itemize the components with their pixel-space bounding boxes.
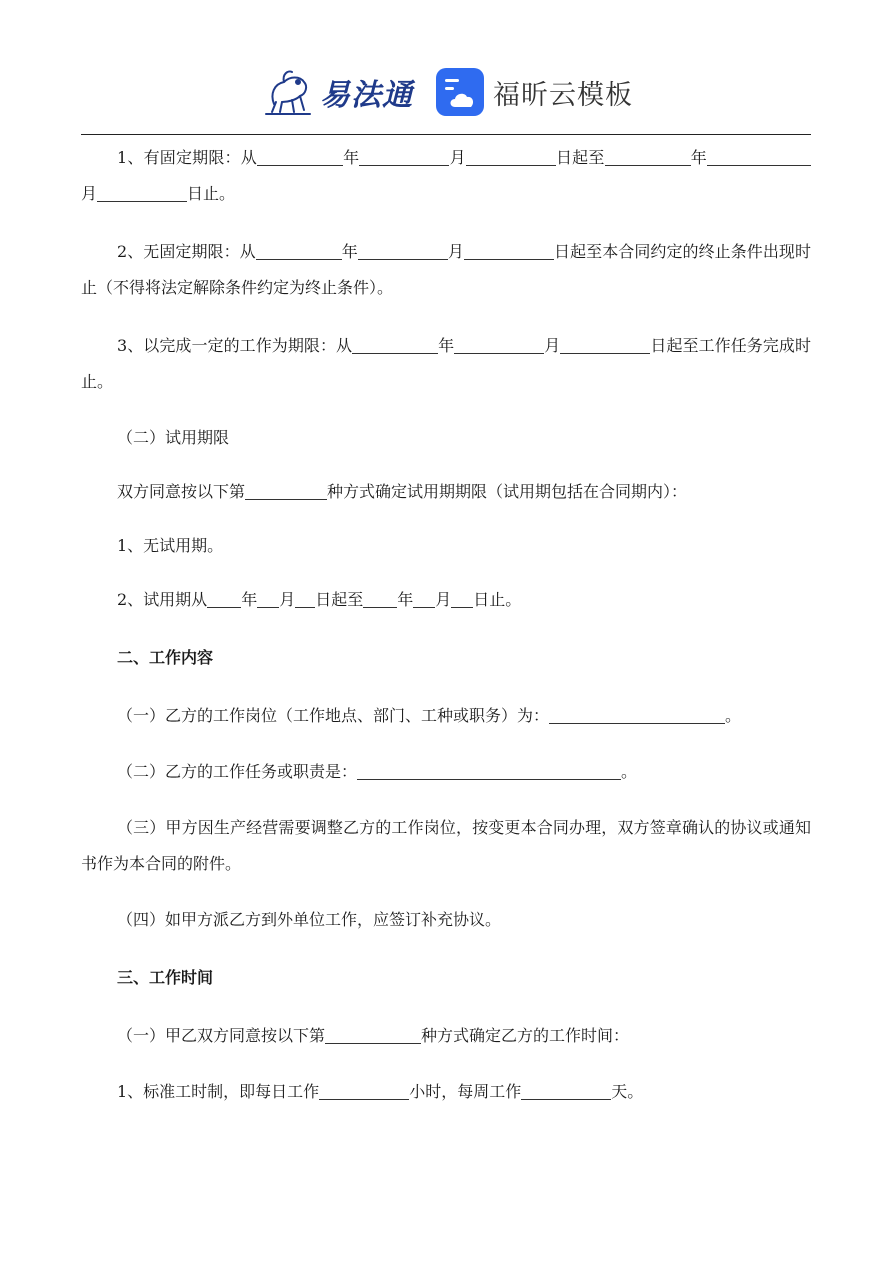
document-header [0, 56, 893, 128]
blank-field [789, 149, 811, 166]
blank-field [357, 763, 621, 780]
fuxin-logo [435, 67, 633, 117]
blank-field [256, 243, 342, 260]
cloud-doc-icon [435, 67, 485, 117]
blank-field [257, 591, 279, 608]
work-duty-paragraph: （二）乙方的工作任务或职责是： 。 [117, 762, 638, 781]
trial-option-none: 1、无试用期。 [117, 536, 224, 555]
term-task-paragraph: 3、以完成一定的工作为期限：从 年 月 日起至工作任务完成时止。 [81, 336, 811, 391]
blank-field [560, 337, 650, 354]
blank-field [413, 591, 435, 608]
blank-field [605, 149, 691, 166]
blank-field [466, 149, 556, 166]
yifatong-logo-text: 易法通 [320, 78, 413, 113]
blank-field [358, 243, 448, 260]
yifatong-logo [260, 64, 413, 120]
blank-field [451, 591, 473, 608]
blank-field [549, 707, 725, 724]
fuxin-logo-text: 福昕云模板 [493, 79, 633, 111]
work-dispatch-paragraph: （四）如甲方派乙方到外单位工作，应签订补充协议。 [117, 910, 502, 929]
blank-field [207, 591, 241, 608]
trial-option-range: 2、试用期从 年 月 日起至 年 月 日止。 [117, 590, 522, 609]
contract-body [81, 140, 811, 1110]
blank-field [295, 591, 315, 608]
qilin-emblem-icon [260, 64, 316, 120]
term-fixed-paragraph: 1、有固定期限：从 年 月 日起至 年月 日止。 [81, 140, 811, 212]
blank-field [257, 149, 343, 166]
blank-field [325, 1027, 421, 1044]
blank-field [319, 1083, 409, 1100]
blank-field [707, 149, 789, 166]
blank-field [464, 243, 554, 260]
blank-field [245, 483, 327, 500]
blank-field [359, 149, 449, 166]
term-open-paragraph: 2、无固定期限：从 年 月 日起至本合同约定的终止条件出现时止（不得将法定解除条件约定为终止条件）。 [81, 242, 811, 297]
work-position-paragraph: （一）乙方的工作岗位（工作地点、部门、工种或职务）为： 。 [117, 706, 742, 725]
blank-field [97, 185, 187, 202]
work-adjust-paragraph: （三）甲方因生产经营需要调整乙方的工作岗位，按变更本合同办理，双方签章确认的协议或通知书作为本合同的附件。 [81, 818, 811, 873]
standard-hours-paragraph: 1、标准工时制，即每日工作 小时，每周工作 天。 [117, 1082, 644, 1101]
blank-field [454, 337, 544, 354]
section-work-content-title: 二、工作内容 [117, 648, 214, 667]
blank-field [521, 1083, 611, 1100]
header-divider [81, 134, 811, 135]
work-time-method-paragraph: （一）甲乙双方同意按以下第 种方式确定乙方的工作时间： [117, 1026, 630, 1045]
section-work-time-title: 三、工作时间 [117, 968, 214, 987]
blank-field [363, 591, 397, 608]
trial-method-paragraph: 双方同意按以下第 种方式确定试用期期限（试用期包括在合同期内）： [117, 482, 688, 501]
trial-period-title: （二）试用期限 [117, 428, 230, 447]
blank-field [352, 337, 438, 354]
